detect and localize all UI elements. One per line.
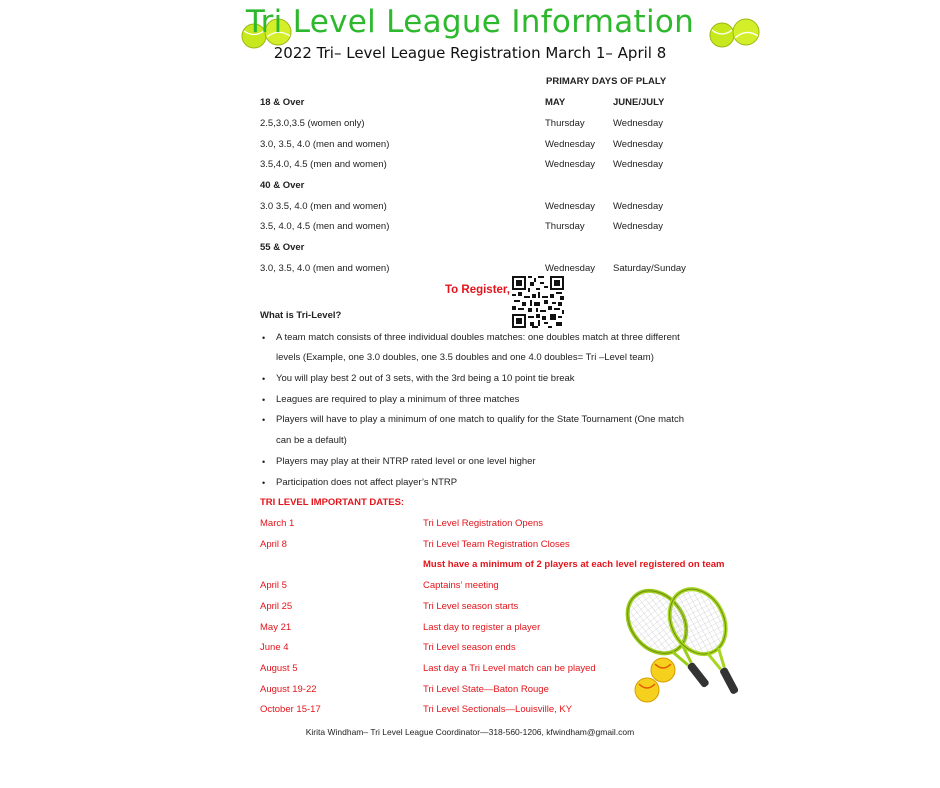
bullet-dot: • <box>262 395 266 405</box>
level-cell: 3.0, 3.5, 4.0 (men and women) <box>260 139 390 150</box>
june-cell: Saturday/Sunday <box>613 263 686 274</box>
register-link[interactable]: To Register, <box>445 284 510 296</box>
date-cell: August 5 <box>260 663 298 674</box>
event-cell: Tri Level Registration Opens <box>423 518 544 529</box>
bullet-continuation: can be a default) <box>276 435 347 446</box>
date-cell: June 4 <box>260 642 289 653</box>
event-cell: Tri Level Team Registration Closes <box>423 539 570 550</box>
column-june-july: JUNE/JULY <box>613 97 665 108</box>
bullet-dot: • <box>262 333 266 343</box>
dates-heading: TRI LEVEL IMPORTANT DATES: <box>260 497 405 508</box>
may-cell: Wednesday <box>545 139 595 150</box>
may-cell: Thursday <box>545 221 585 232</box>
may-cell: Wednesday <box>545 159 595 170</box>
bullet-text: Players will have to play a minimum of one match to qualify for the State Tournament (One match <box>276 414 684 425</box>
level-cell: 3.5, 4.0, 4.5 (men and women) <box>260 221 390 232</box>
event-cell: Last day to register a player <box>423 622 541 633</box>
bullet-dot: • <box>262 374 266 384</box>
schedule-heading: PRIMARY DAYS OF PLALY <box>546 76 667 87</box>
bullet-dot: • <box>262 478 266 488</box>
bullet-dot: • <box>262 457 266 467</box>
bullet-dot: • <box>262 415 266 425</box>
level-cell: 3.0 3.5, 4.0 (men and women) <box>260 201 387 212</box>
event-cell: Captains’ meeting <box>423 580 499 591</box>
june-cell: Wednesday <box>613 221 663 232</box>
date-cell: March 1 <box>260 518 295 529</box>
group-label-18-over: 18 & Over <box>260 97 305 108</box>
date-cell: April 8 <box>260 539 287 550</box>
page-title: Tri Level League Information <box>245 4 695 40</box>
footer-contact: Kirita Windham– Tri Level League Coordinator—318-560-1206, kfwindham@gmail.com <box>305 727 635 737</box>
column-may: MAY <box>545 97 566 108</box>
qr-code-icon[interactable] <box>512 276 564 328</box>
event-cell: Tri Level Sectionals—Louisville, KY <box>423 704 573 715</box>
event-cell: Tri Level season ends <box>423 642 516 653</box>
may-cell: Wednesday <box>545 201 595 212</box>
may-cell: Thursday <box>545 118 585 129</box>
may-cell: Wednesday <box>545 263 595 274</box>
event-cell: Last day a Tri Level match can be played <box>423 663 596 674</box>
date-cell: May 21 <box>260 622 292 633</box>
bullet-continuation: levels (Example, one 3.0 doubles, one 3.5 doubles and one 4.0 doubles= Tri –Level team) <box>276 352 654 363</box>
bullet-text: Leagues are required to play a minimum of three matches <box>276 394 520 405</box>
page-subtitle: 2022 Tri– Level League Registration March 1– April 8 <box>273 44 667 62</box>
june-cell: Wednesday <box>613 201 663 212</box>
tennis-rackets-icon <box>605 586 755 716</box>
date-cell: April 25 <box>260 601 293 612</box>
group-label-55-over: 55 & Over <box>260 242 305 253</box>
bullet-text: You will play best 2 out of 3 sets, with the 3rd being a 10 point tie break <box>276 373 575 384</box>
date-cell: August 19-22 <box>260 684 317 695</box>
bullet-text: Players may play at their NTRP rated level or one level higher <box>276 456 536 467</box>
group-label-40-over: 40 & Over <box>260 180 305 191</box>
bullet-text: A team match consists of three individual doubles matches: one doubles match at three different <box>276 332 680 343</box>
date-cell: October 15-17 <box>260 704 321 715</box>
what-is-heading: What is Tri-Level? <box>260 310 342 321</box>
date-cell: April 5 <box>260 580 287 591</box>
level-cell: 3.5,4.0, 4.5 (men and women) <box>260 159 387 170</box>
event-cell: Tri Level State—Baton Rouge <box>423 684 549 695</box>
june-cell: Wednesday <box>613 139 663 150</box>
june-cell: Wednesday <box>613 118 663 129</box>
bullet-text: Participation does not affect player’s NTRP <box>276 477 458 488</box>
level-cell: 3.0, 3.5, 4.0 (men and women) <box>260 263 390 274</box>
june-cell: Wednesday <box>613 159 663 170</box>
event-cell: Tri Level season starts <box>423 601 519 612</box>
dates-note: Must have a minimum of 2 players at each level registered on team <box>423 559 725 570</box>
level-cell: 2.5,3.0,3.5 (women only) <box>260 118 365 129</box>
